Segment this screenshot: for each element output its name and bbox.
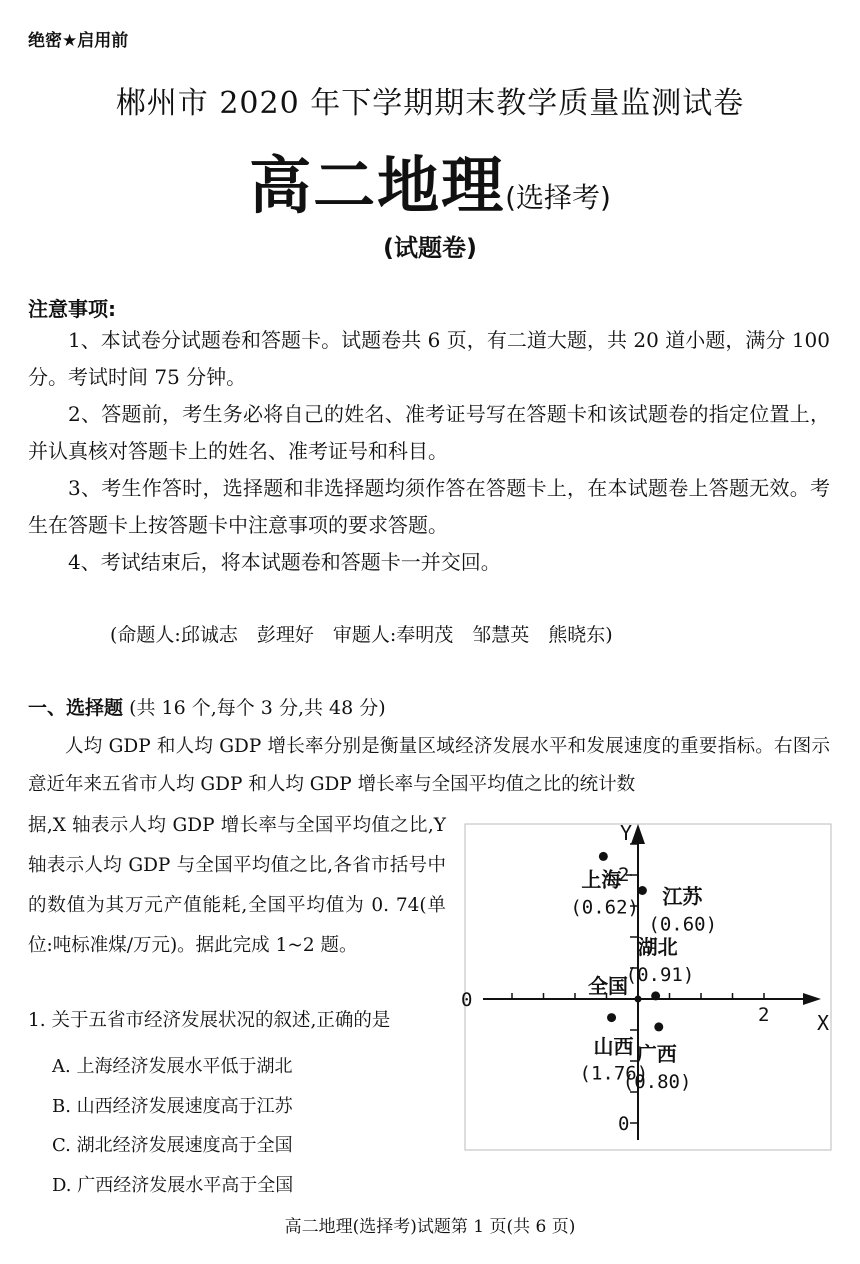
confidential-mark: 绝密★启用前 [28,31,129,51]
y-axis-arrow [631,824,645,844]
section-note: (共 16 个,每个 3 分,共 48 分) [129,697,386,719]
section-heading [28,693,386,720]
question-1-option-d: D. 广西经济发展水平高于全国 [52,1175,294,1196]
point-label-5: 广西 [636,1041,677,1066]
point-5 [654,1022,663,1031]
point-label-4: 山西 [593,1034,634,1059]
notice-heading: 注意事项: [28,297,116,321]
notice-item-3: 3、考生作答时，选择题和非选择题均须作答在答题卡上，在本试题卷上答题无效。考生在答题卡上按答题卡中注意事项的要求答题。 [28,476,830,537]
point-1 [638,886,647,895]
point-label-2: 湖北 [637,934,678,959]
x-axis-arrow [803,993,821,1005]
x-axis-label: X [817,1011,830,1035]
question-1-stem: 1. 关于五省市经济发展状况的叙述,正确的是 [28,1010,391,1031]
notice-item-2: 2、答题前，考生务必将自己的姓名、准考证号写在答题卡和该试题卷的指定位置上，并认真核对答题卡上的姓名、准考证号和科目。 [28,402,830,463]
question-intro: 人均 GDP 和人均 GDP 增长率分别是衡量区域经济发展水平和发展速度的重要指标。右图示意近年来五省市人均 GDP 和人均 GDP 增长率与全国平均值之比的统计数 [28,736,830,795]
question-1-option-b: B. 山西经济发展速度高于江苏 [52,1096,293,1117]
chart-frame [465,824,831,1150]
authors-line: (命题人:邱诚志 彭理好 审题人:奉明茂 邹慧英 熊晓东) [110,624,613,646]
point-national [635,996,642,1003]
y-axis-label: Y [620,821,633,845]
y-tick-label-2: 2 [618,864,630,886]
point-label-0: 上海 [581,867,622,892]
point-note-5: (0.80) [622,1070,692,1093]
page-footer: 高二地理(选择考)试题第 1 页(共 6 页) [284,1217,576,1237]
subject-name: 高二地理 [249,149,506,222]
point-0 [599,852,608,861]
exam-title: 郴州市 2020 年下学期期末教学质量监测试卷 [115,86,745,121]
question-1-option-c: C. 湖北经济发展速度高于全国 [52,1135,293,1156]
question-intro-side: 据,X 轴表示人均 GDP 增长率与全国平均值之比,Y 轴表示人均 GDP 与全国平均值之比,各省市括号中的数值为其万元产值能耗,全国平均值为 0. 74(单位:吨标准煤/万元)。据此完成 1~2 题。 [28,815,446,956]
point-2 [651,991,660,1000]
point-note-0: (0.62) [570,896,639,919]
point-label-3: 全国 [588,974,628,998]
gdp-ratio-chart [455,818,835,1158]
point-label-1: 江苏 [662,884,703,909]
section-title: 一、选择题 [28,697,124,719]
point-note-2: (0.91) [625,963,695,986]
volume-label: (试题卷) [383,234,477,262]
x-tick-label-2: 2 [758,1004,770,1026]
point-note-4: (1.76) [579,1062,649,1085]
question-1-option-a: A. 上海经济发展水平低于湖北 [52,1056,293,1077]
subject-note: (选择考) [505,181,611,214]
notice-item-4: 4、考试结束后，将本试题卷和答题卡一并交回。 [68,550,501,574]
point-4 [607,1013,616,1022]
notice-item-1: 1、本试卷分试题卷和答题卡。试题卷共 6 页，有二道大题，共 20 道小题，满分 100 分。考试时间 75 分钟。 [28,328,830,389]
point-note-1: (0.60) [648,913,718,936]
y-tick-label-0: 0 [618,1113,630,1135]
x-tick-label-0: 0 [461,989,473,1011]
subject-title [0,136,860,225]
